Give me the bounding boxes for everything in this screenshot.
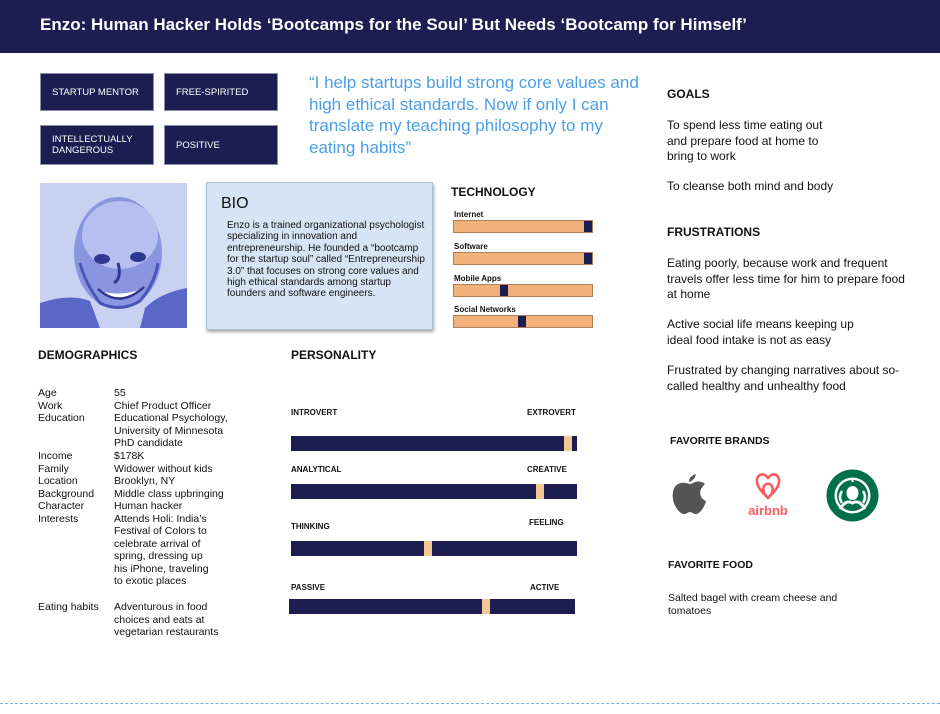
airbnb-logo: [745, 468, 791, 520]
goals-title: GOALS: [667, 87, 710, 101]
tech-marker-software: [584, 253, 592, 264]
demo-label-character: Character: [38, 500, 85, 512]
demo-value-character: Human hacker: [114, 500, 183, 512]
pers-left-passive: PASSIVE: [291, 583, 326, 592]
personality-title: PERSONALITY: [291, 348, 377, 362]
pers-bar-introvert-extrovert: [291, 436, 577, 451]
tech-bar-mobile-apps: [453, 284, 593, 297]
apple-logo-icon: [670, 470, 708, 515]
pers-marker-introvert-extrovert: [564, 436, 572, 451]
demo-value-income: $178K: [114, 450, 145, 462]
pers-right-feeling: FEELING: [529, 518, 564, 527]
bottom-divider: [0, 703, 940, 704]
frustration-item-1: Eating poorly, because work and frequent travels offer less time for him to prepare food at home: [667, 256, 905, 301]
persona-quote: “I help startups build strong core values and high ethical standards. Now if only I can translate my teaching philosophy to my eating habits”: [309, 73, 639, 157]
pers-left-thinking: THINKING: [291, 522, 330, 531]
airbnb-wordmark: airbnb: [748, 503, 788, 518]
tag-intellectually-dangerous: INTELLECTUALLY DANGEROUS: [40, 125, 154, 165]
persona-photo: [40, 183, 187, 328]
demo-value-education: Educational Psychology, University of Minnesota PhD candidate: [114, 412, 228, 450]
demo-value-location: Brooklyn, NY: [114, 475, 176, 487]
demo-label-income: Income: [38, 450, 73, 462]
pers-bar-analytical-creative: [291, 484, 577, 499]
tag-startup-mentor: STARTUP MENTOR: [40, 73, 154, 111]
goal-item-1: To spend less time eating out and prepare food at home to bring to work: [667, 118, 823, 163]
goal-item-2: To cleanse both mind and body: [667, 179, 834, 193]
bio-card: [206, 182, 433, 330]
demo-label-family: Family: [38, 462, 69, 475]
pers-left-analytical: ANALYTICAL: [291, 465, 342, 474]
pers-right-extrovert: EXTROVERT: [527, 408, 576, 417]
favorite-brands-title: FAVORITE BRANDS: [670, 435, 770, 447]
portrait-image: [40, 183, 187, 328]
pers-marker-analytical-creative: [536, 484, 544, 499]
pers-right-active: ACTIVE: [530, 583, 560, 592]
bio-title: BIO: [221, 195, 249, 212]
pers-marker-passive-active: [482, 599, 490, 614]
pers-bar-thinking-feeling: [291, 541, 577, 556]
tech-marker-mobile-apps: [500, 285, 508, 296]
favorite-food-title: FAVORITE FOOD: [668, 559, 753, 571]
demo-label-location: Location: [38, 475, 78, 487]
demo-value-eating-habits: Adventurous in food choices and eats at vegetarian restaurants: [114, 601, 219, 639]
tech-bar-social-networks: [453, 315, 593, 328]
tech-label-software: Software: [454, 242, 488, 251]
demo-value-background: Middle class upbringing: [114, 487, 224, 500]
tag-free-spirited: FREE-SPIRITED: [164, 73, 278, 111]
pers-left-introvert: INTROVERT: [291, 408, 338, 417]
demo-label-background: Background: [38, 487, 95, 500]
tech-marker-internet: [584, 221, 592, 232]
demo-value-interests: Attends Holi: India’s Festival of Colors to celebrate arrival of spring, dressing up his iPhone, traveling to exotic places: [114, 512, 209, 588]
tech-bar-software: [453, 252, 593, 265]
demo-label-eating-habits: Eating habits: [38, 601, 99, 613]
tech-label-mobile-apps: Mobile Apps: [454, 274, 502, 283]
page-title: Enzo: Human Hacker Holds ‘Bootcamps for the Soul’ But Needs ‘Bootcamp for Himself’: [40, 15, 747, 34]
demo-label-work: Work: [38, 399, 63, 412]
bio-text: Enzo is a trained organizational psychologist specializing in innovation and entrepreneurship. He founded a “bootcamp for the startup soul” called “Entrepreneurship 3.0” that focuses on strong core values and high ethical standards among startup founders and software engineers.: [227, 220, 425, 300]
frustrations-title: FRUSTRATIONS: [667, 225, 761, 239]
frustration-item-3: Frustrated by changing narratives about so-called healthy and unhealthy food: [667, 363, 900, 393]
demo-label-age: Age: [38, 387, 57, 399]
tech-label-social-networks: Social Networks: [454, 305, 516, 314]
demographics-title: DEMOGRAPHICS: [38, 348, 138, 362]
demo-value-family: Widower without kids: [114, 462, 213, 475]
demo-label-education: Education: [38, 412, 85, 424]
pers-marker-thinking-feeling: [424, 541, 432, 556]
favorite-food-text: Salted bagel with cream cheese and tomatoes: [668, 592, 838, 617]
demo-value-work: Chief Product Officer: [114, 399, 212, 412]
starbucks-logo-icon: [826, 469, 879, 522]
demo-value-age: 55: [114, 387, 126, 399]
tech-bar-internet: [453, 220, 593, 233]
tag-positive: POSITIVE: [164, 125, 278, 165]
pers-right-creative: CREATIVE: [527, 465, 567, 474]
technology-title: TECHNOLOGY: [451, 185, 536, 199]
demo-label-interests: Interests: [38, 512, 79, 525]
header-bar: [0, 0, 940, 53]
pers-bar-passive-active: [289, 599, 575, 614]
frustration-item-2: Active social life means keeping up ideal food intake is not as easy: [667, 317, 854, 347]
tech-marker-social-networks: [518, 316, 526, 327]
airbnb-logo-icon: [750, 468, 786, 502]
tech-label-internet: Internet: [454, 210, 484, 219]
